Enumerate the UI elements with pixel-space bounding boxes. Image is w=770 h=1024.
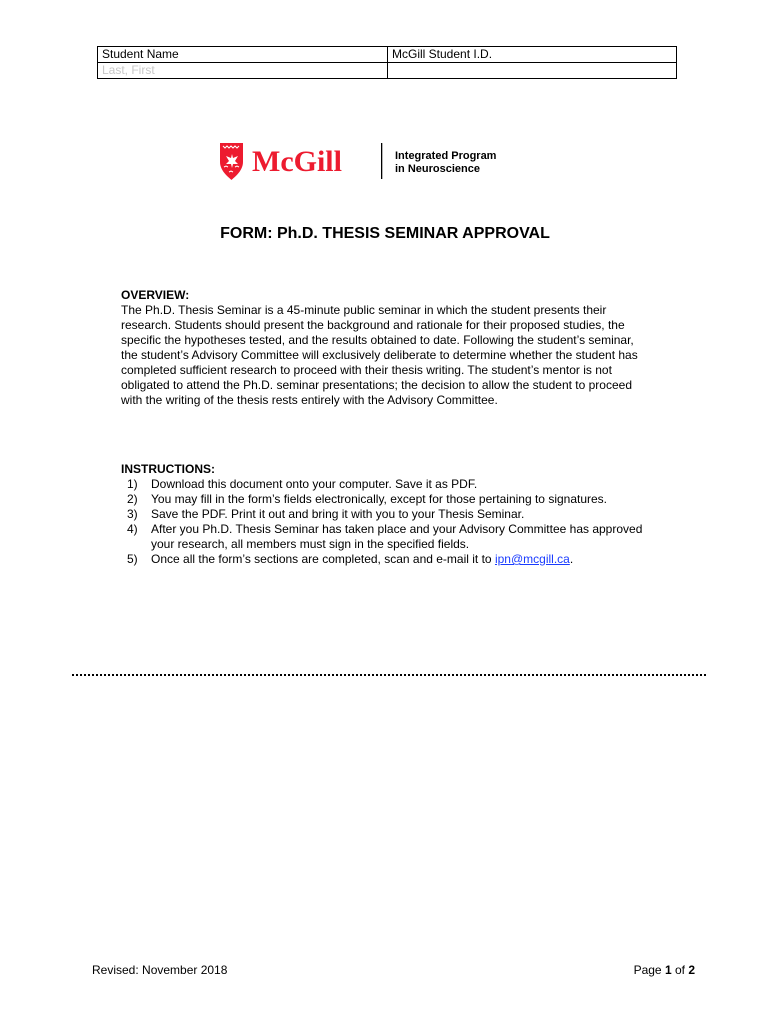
list-number: 4) [127, 522, 138, 536]
program-line2: in Neuroscience [395, 163, 480, 175]
instructions-heading: INSTRUCTIONS: [121, 462, 215, 476]
form-title: FORM: Ph.D. THESIS SEMINAR APPROVAL [220, 225, 550, 242]
overview-heading: OVERVIEW: [121, 288, 190, 302]
list-text-end: . [569, 552, 574, 566]
list-number: 1) [127, 477, 138, 491]
list-item [121, 507, 681, 522]
program-line1: Integrated Program [395, 150, 497, 162]
overview-line: completed sufficient research to proceed with their thesis writing. The student’s mentor is not [121, 363, 612, 377]
instructions-list [121, 477, 681, 567]
mcgill-wordmark: McGill [252, 145, 342, 178]
overview-line: specific the hypotheses tested, and the results obtained to date. Following the student’s seminar, [121, 333, 634, 347]
overview-line: with the writing of the thesis rests entirely with the Advisory Committee. [121, 393, 498, 407]
overview-line: obligated to attend the Ph.D. seminar presentations; the decision to allow the student to proceed [121, 378, 632, 392]
email-link[interactable]: ipn@mcgill.ca [494, 552, 570, 566]
list-text: You may fill in the form’s fields electronically, except for those pertaining to signatures. [151, 492, 608, 506]
revised-date: Revised: November 2018 [92, 963, 228, 977]
list-text: Download this document onto your computer. Save it as PDF. [151, 477, 478, 491]
overview-section [121, 288, 681, 408]
list-item [121, 492, 681, 507]
mcgill-shield-icon [220, 143, 243, 180]
list-text: Once all the form’s sections are completed, scan and e-mail it to [151, 552, 495, 566]
mcgill-ipn-logo [218, 140, 508, 182]
list-item [121, 477, 681, 492]
overview-line: The Ph.D. Thesis Seminar is a 45-minute public seminar in which the student presents their [121, 303, 607, 317]
student-id-field[interactable] [388, 63, 677, 79]
instructions-section [121, 462, 681, 567]
list-item [121, 552, 681, 567]
overview-line: research. Students should present the background and rationale for their proposed studies, the [121, 318, 625, 332]
dotted-divider [72, 674, 706, 676]
list-text: Save the PDF. Print it out and bring it with you to your Thesis Seminar. [151, 507, 525, 521]
page-prefix: Page [633, 963, 665, 977]
student-id-label: McGill Student I.D. [388, 47, 677, 63]
student-name-field[interactable]: Last, First [98, 63, 388, 79]
student-id-table [97, 46, 677, 79]
list-item [121, 522, 681, 552]
list-text-continued: your research, all members must sign in the specified fields. [151, 537, 470, 551]
student-name-label: Student Name [98, 47, 388, 63]
overview-line: the student’s Advisory Committee will exclusively deliberate to determine whether the student has [121, 348, 638, 362]
list-text: After you Ph.D. Thesis Seminar has taken place and your Advisory Committee has approved [151, 522, 643, 536]
page-number [634, 963, 695, 977]
list-number: 2) [127, 492, 138, 506]
list-number: 5) [127, 552, 138, 566]
page-current: 1 [664, 963, 672, 977]
page-total: 2 [688, 963, 695, 977]
page-of: of [671, 963, 689, 977]
list-number: 3) [127, 507, 138, 521]
